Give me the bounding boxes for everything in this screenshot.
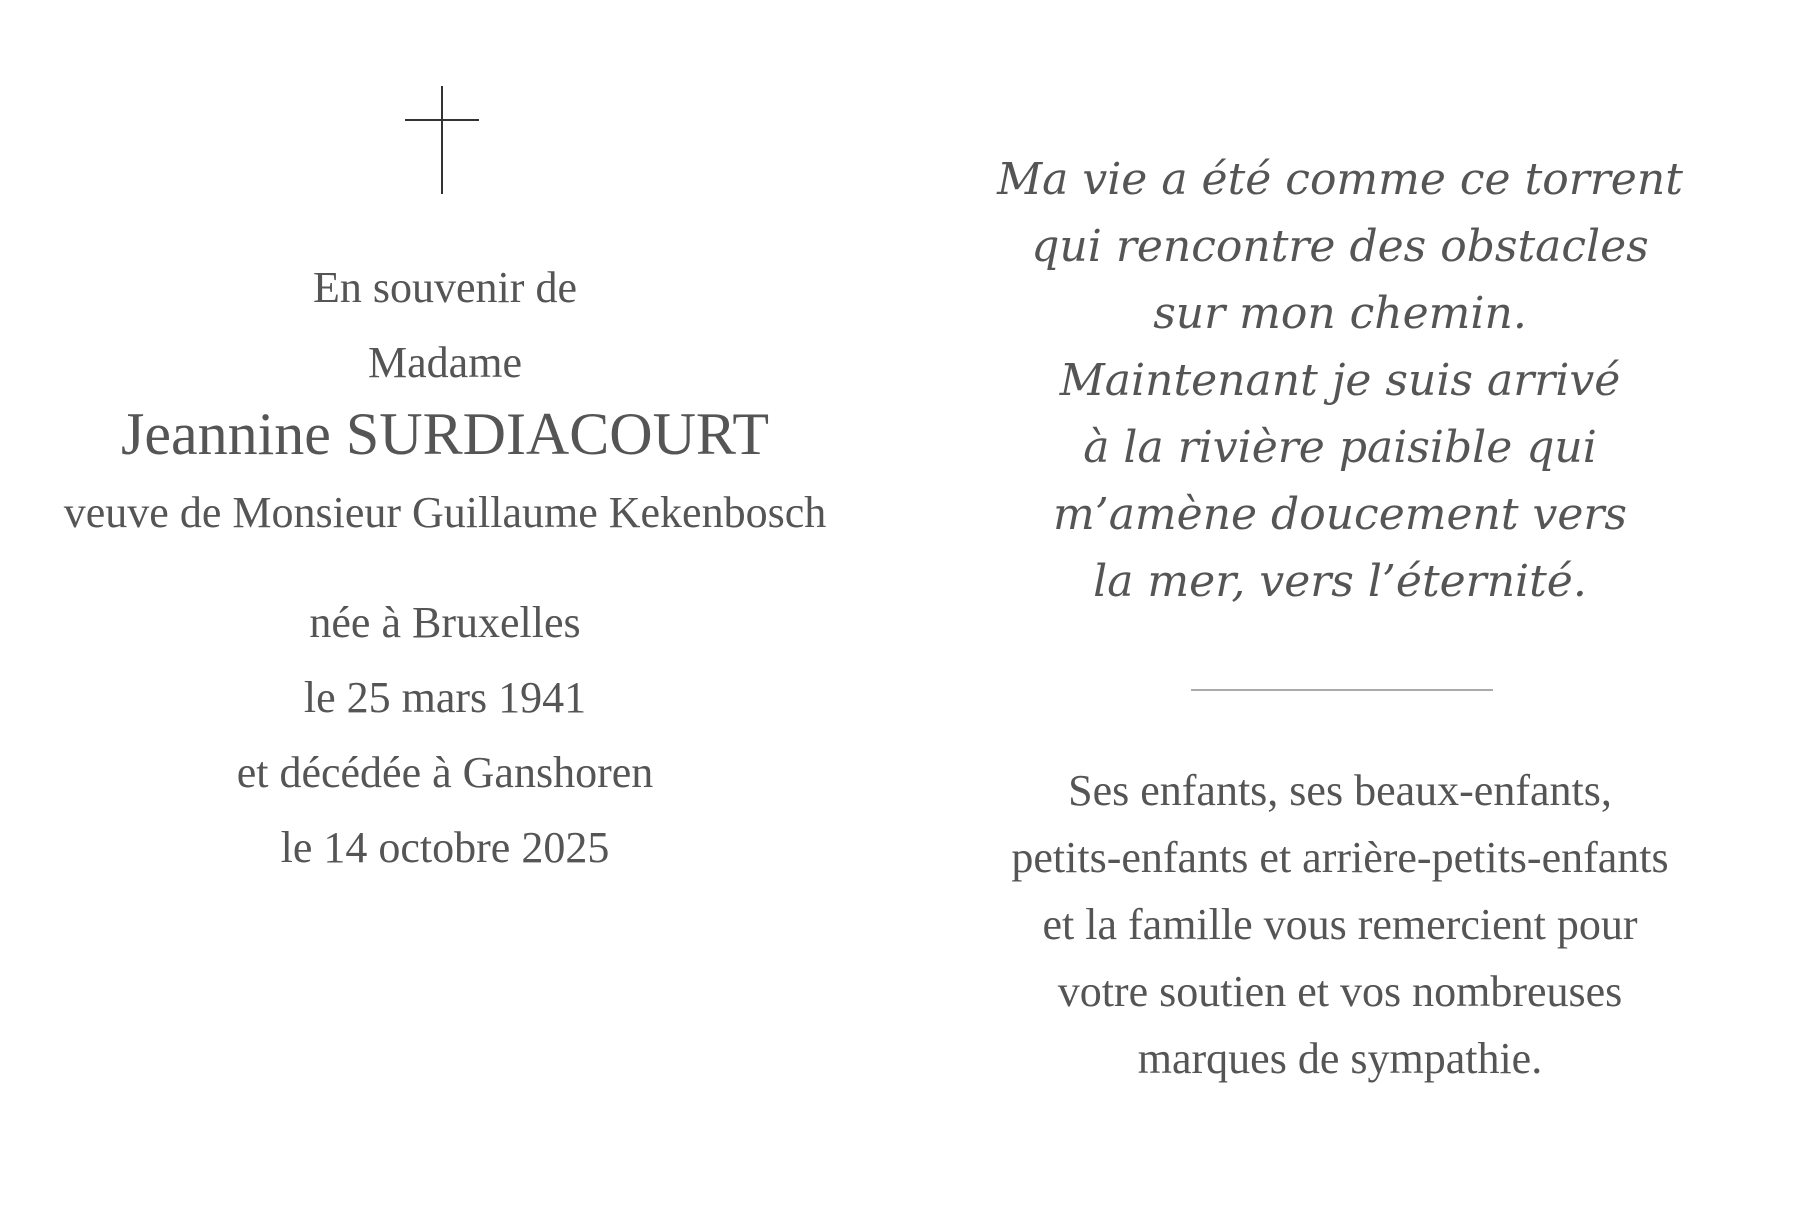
thanks-line: petits-enfants et arrière-petits-enfants xyxy=(1011,833,1669,882)
in-memory-of-label: En souvenir de xyxy=(313,263,577,312)
right-panel xyxy=(950,0,1730,1205)
cross-icon xyxy=(405,86,479,194)
thanks-line: et la famille vous remercient pour xyxy=(1042,900,1638,949)
thanks-message xyxy=(950,757,1730,1092)
widow-of-line: veuve de Monsieur Guillaume Kekenbosch xyxy=(63,488,827,537)
deceased-name: Jeannine SURDIACOURT xyxy=(120,401,770,467)
birth-date: le 25 mars 1941 xyxy=(303,673,587,722)
thanks-line: Ses enfants, ses beaux-enfants, xyxy=(1068,766,1612,815)
poem-line: Ma vie a été comme ce torrent xyxy=(997,154,1683,205)
left-panel xyxy=(0,0,890,1205)
death-date: le 14 octobre 2025 xyxy=(280,823,610,872)
poem-line: à la rivière paisible qui xyxy=(1083,422,1597,473)
thanks-line: votre soutien et vos nombreuses xyxy=(1057,967,1623,1016)
death-place: et décédée à Ganshoren xyxy=(236,748,654,797)
poem-line: qui rencontre des obstacles xyxy=(1031,221,1649,272)
poem-line: la mer, vers l’éternité. xyxy=(1093,556,1587,607)
birth-place: née à Bruxelles xyxy=(309,598,581,647)
poem-line: sur mon chemin. xyxy=(1153,288,1527,339)
divider xyxy=(1191,689,1493,691)
poem xyxy=(950,146,1730,615)
poem-line: Maintenant je suis arrivé xyxy=(1059,355,1621,406)
title-madame: Madame xyxy=(368,338,522,387)
thanks-line: marques de sympathie. xyxy=(1137,1034,1543,1083)
poem-line: m’amène doucement vers xyxy=(1052,489,1628,540)
